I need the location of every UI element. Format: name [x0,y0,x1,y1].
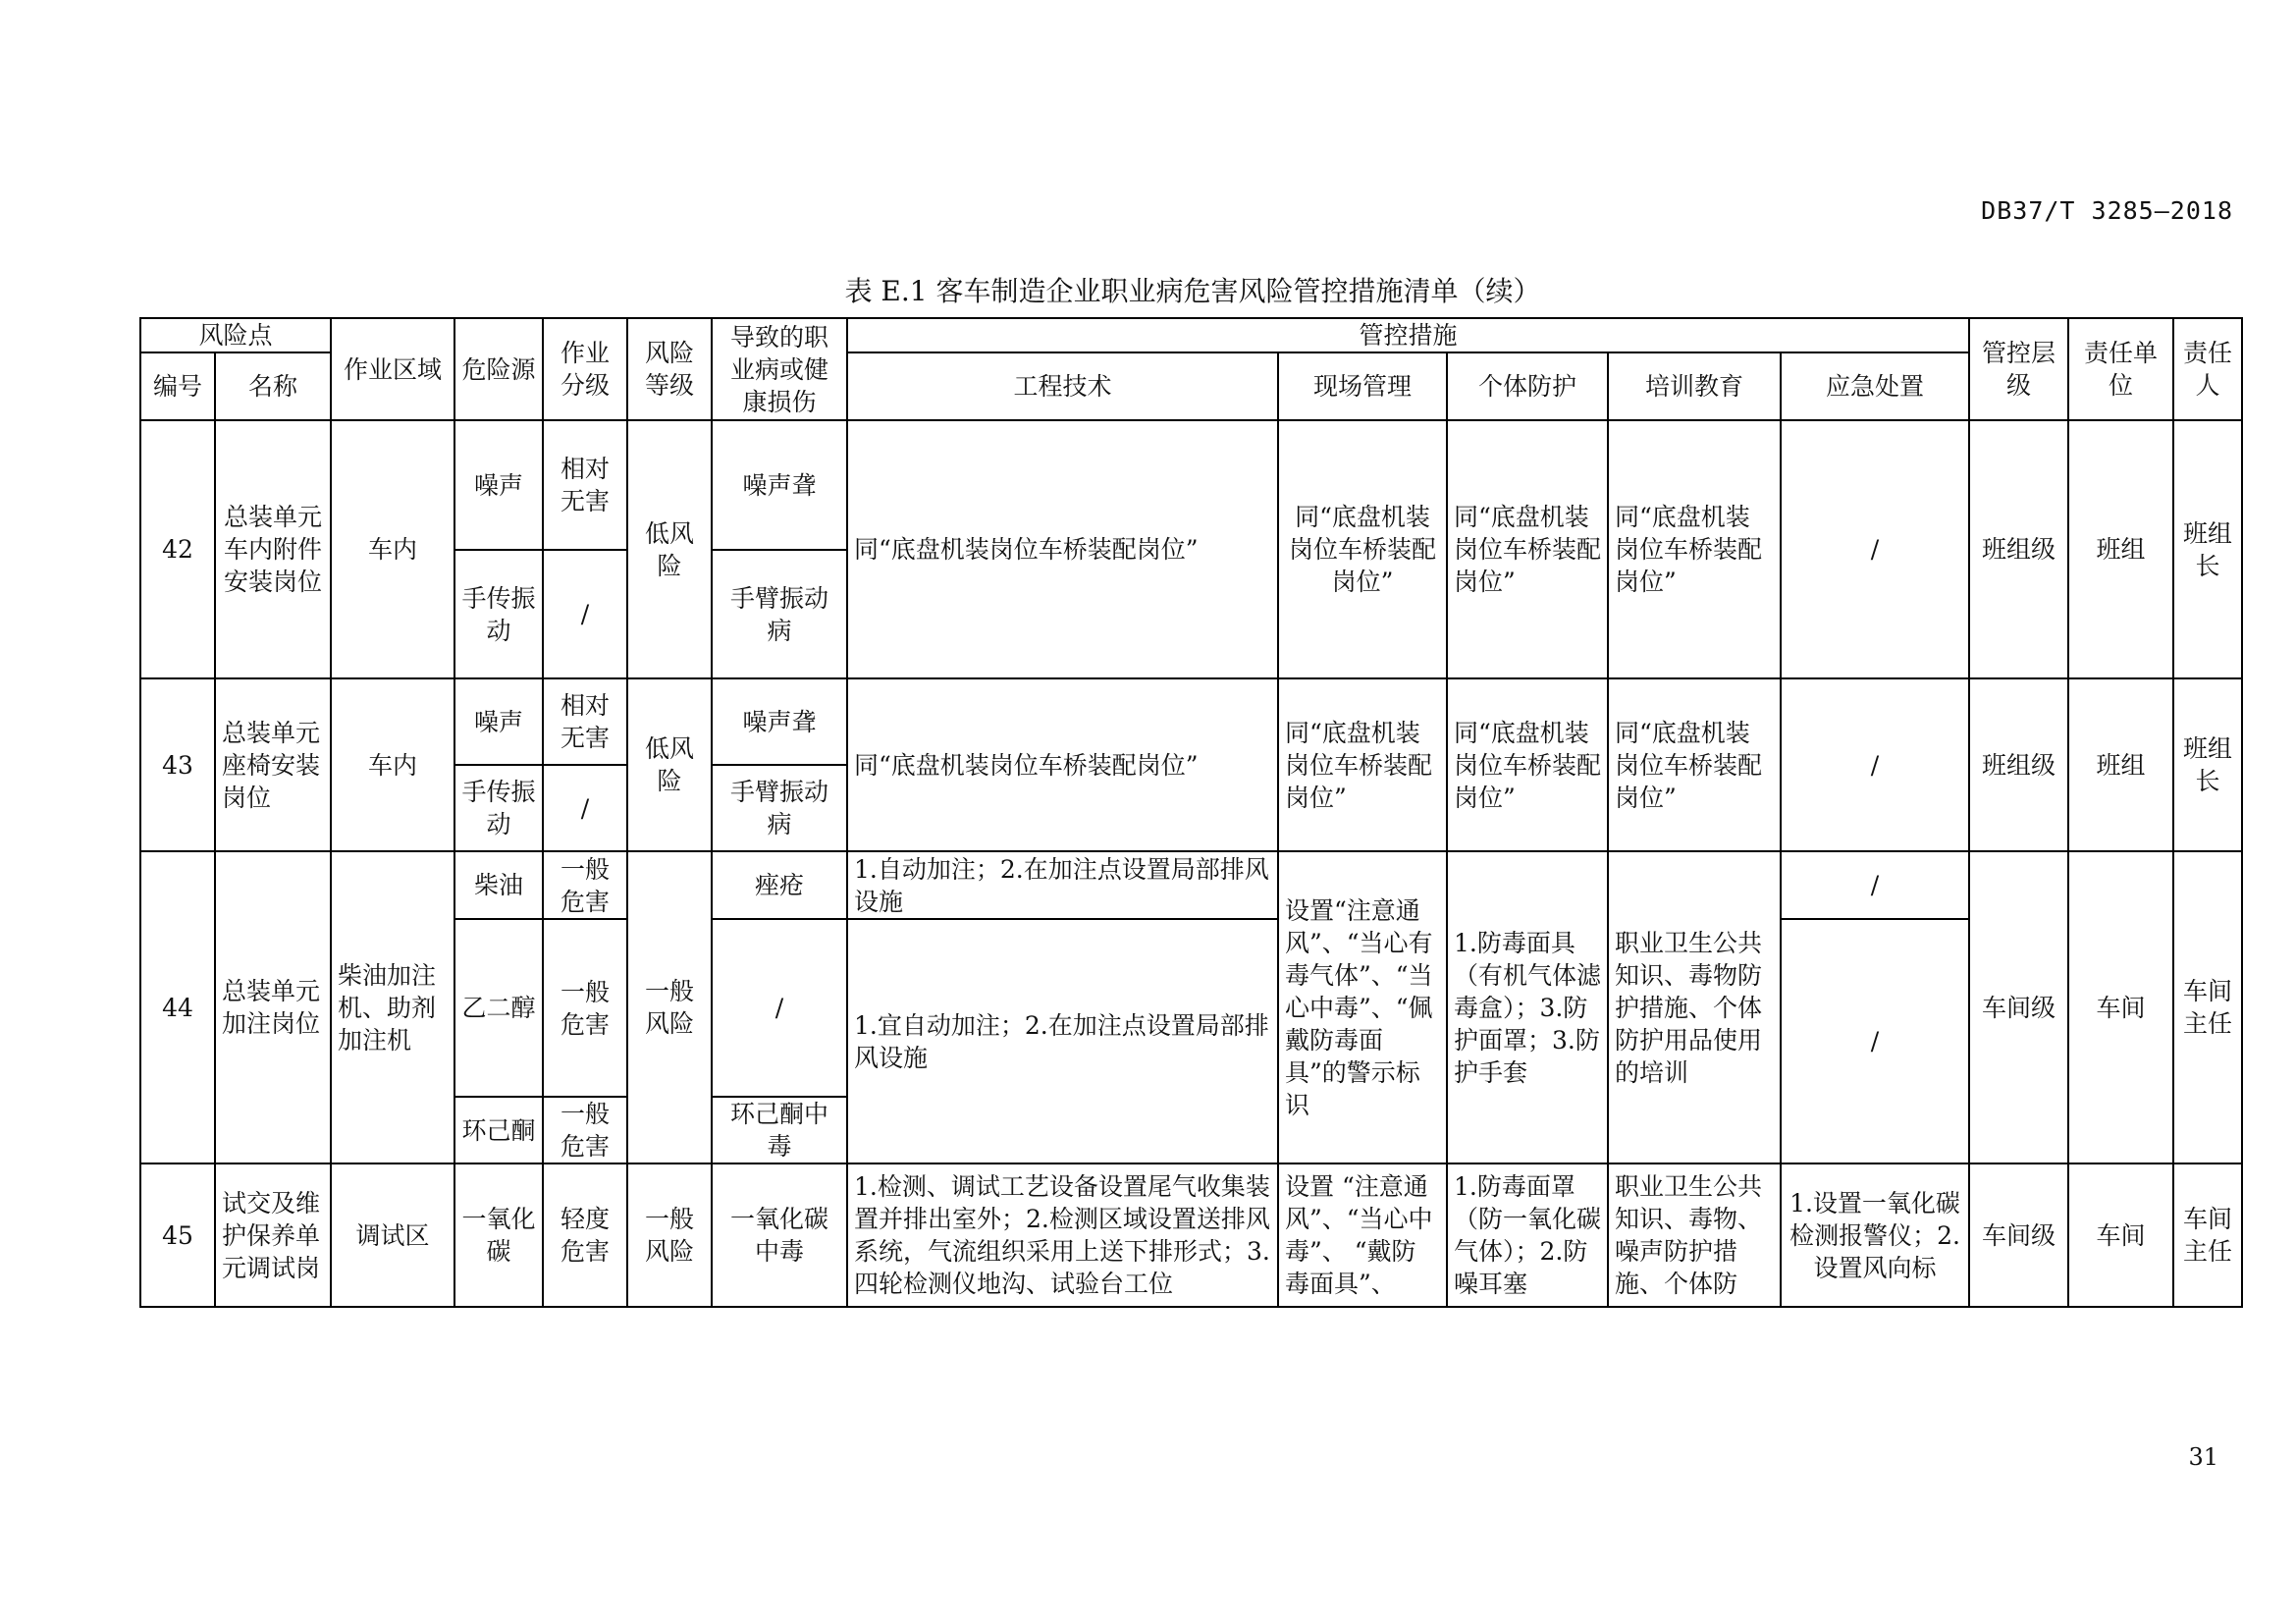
header-resp-person: 责任人 [2173,318,2242,420]
cell-grade: 一般危害 [543,919,627,1097]
cell-hazard-source: 柴油 [454,851,543,919]
header-control-level: 管控层级 [1969,318,2068,420]
cell-area: 柴油加注机、助剂加注机 [331,851,454,1163]
standard-code: DB37/T 3285—2018 [1981,196,2233,225]
table-row [140,919,2242,1097]
cell-no: 43 [140,678,215,851]
cell-unit: 班组 [2068,678,2173,851]
table-row [140,851,2242,919]
header-resp-unit: 责任单位 [2068,318,2173,420]
table-row [140,1163,2242,1307]
cell-personal: 1.防毒面具（有机气体滤毒盒）；3.防护面罩；3.防护手套 [1447,851,1608,1163]
cell-engineering: 1.自动加注；2.在加注点设置局部排风设施 [847,851,1278,919]
cell-site: 设置 “注意通风”、“当心中毒”、 “戴防毒面具”、 [1278,1163,1447,1307]
table-row [140,420,2242,550]
cell-emergency: / [1781,851,1969,919]
cell-site: 设置“注意通风”、“当心有毒气体”、“当心中毒”、“佩戴防毒面具”的警示标识 [1278,851,1447,1163]
cell-control-level: 班组级 [1969,420,2068,678]
cell-grade: 一般危害 [543,1097,627,1163]
cell-hazard-source: 噪声 [454,678,543,765]
header-no: 编号 [140,352,215,420]
header-row-1 [140,318,2242,352]
cell-personal: 1.防毒面罩（防一氧化碳气体）；2.防噪耳塞 [1447,1163,1608,1307]
cell-name: 总装单元座椅安装岗位 [215,678,331,851]
header-site-mgmt: 现场管理 [1278,352,1447,420]
cell-area: 车内 [331,678,454,851]
cell-unit: 班组 [2068,420,2173,678]
cell-disease: 一氧化碳中毒 [712,1163,847,1307]
cell-emergency: / [1781,678,1969,851]
header-hazard-source: 危险源 [454,318,543,420]
header-work-grade: 作业分级 [543,318,627,420]
cell-training: 职业卫生公共知识、毒物、噪声防护措施、个体防 [1608,1163,1781,1307]
cell-grade: 一般危害 [543,851,627,919]
cell-engineering: 1.宜自动加注；2.在加注点设置局部排风设施 [847,919,1278,1163]
header-personal: 个体防护 [1447,352,1608,420]
cell-emergency: / [1781,919,1969,1163]
table-caption: 表 E.1 客车制造企业职业病危害风险管控措施清单（续） [844,275,1541,307]
cell-hazard-source: 噪声 [454,420,543,550]
cell-name: 总装单元车内附件安装岗位 [215,420,331,678]
cell-hazard-source: 环己酮 [454,1097,543,1163]
cell-no: 44 [140,851,215,1163]
header-name: 名称 [215,352,331,420]
cell-area: 调试区 [331,1163,454,1307]
cell-risk-level: 低风险 [627,420,712,678]
cell-unit: 车间 [2068,851,2173,1163]
cell-grade: / [543,765,627,851]
cell-control-level: 车间级 [1969,1163,2068,1307]
cell-grade: / [543,550,627,678]
header-training: 培训教育 [1608,352,1781,420]
cell-name: 总装单元加注岗位 [215,851,331,1163]
cell-no: 45 [140,1163,215,1307]
header-risk-point: 风险点 [140,318,331,352]
cell-person: 车间主任 [2173,851,2242,1163]
cell-training: 同“底盘机装岗位车桥装配岗位” [1608,420,1781,678]
cell-personal: 同“底盘机装岗位车桥装配岗位” [1447,678,1608,851]
cell-risk-level: 一般风险 [627,851,712,1163]
cell-training: 职业卫生公共知识、毒物防护措施、个体防护用品使用的培训 [1608,851,1781,1163]
header-risk-level: 风险等级 [627,318,712,420]
header-emergency: 应急处置 [1781,352,1969,420]
header-disease: 导致的职业病或健康损伤 [712,318,847,420]
header-control-measures: 管控措施 [847,318,1969,352]
cell-hazard-source: 手传振动 [454,765,543,851]
cell-engineering: 同“底盘机装岗位车桥装配岗位” [847,678,1278,851]
cell-disease: 手臂振动病 [712,550,847,678]
page-number: 31 [2188,1443,2218,1471]
header-engineering: 工程技术 [847,352,1278,420]
cell-site: 同“底盘机装岗位车桥装配岗位” [1278,678,1447,851]
header-work-area: 作业区域 [331,318,454,420]
cell-area: 车内 [331,420,454,678]
cell-person: 班组长 [2173,678,2242,851]
cell-grade: 相对无害 [543,678,627,765]
cell-unit: 车间 [2068,1163,2173,1307]
cell-risk-level: 一般风险 [627,1163,712,1307]
cell-engineering: 同“底盘机装岗位车桥装配岗位” [847,420,1278,678]
cell-disease: 噪声聋 [712,678,847,765]
cell-emergency: / [1781,420,1969,678]
cell-control-level: 班组级 [1969,678,2068,851]
cell-disease: / [712,919,847,1097]
cell-risk-level: 低风险 [627,678,712,851]
cell-hazard-source: 乙二醇 [454,919,543,1097]
cell-disease: 噪声聋 [712,420,847,550]
cell-personal: 同“底盘机装岗位车桥装配岗位” [1447,420,1608,678]
cell-site: 同“底盘机装岗位车桥装配岗位” [1278,420,1447,678]
cell-training: 同“底盘机装岗位车桥装配岗位” [1608,678,1781,851]
cell-person: 班组长 [2173,420,2242,678]
cell-disease: 环己酮中毒 [712,1097,847,1163]
cell-grade: 相对无害 [543,420,627,550]
cell-person: 车间主任 [2173,1163,2242,1307]
cell-disease: 手臂振动病 [712,765,847,851]
cell-grade: 轻度危害 [543,1163,627,1307]
cell-disease: 痤疮 [712,851,847,919]
cell-name: 试交及维护保养单元调试岗 [215,1163,331,1307]
cell-hazard-source: 一氧化碳 [454,1163,543,1307]
cell-engineering: 1.检测、调试工艺设备设置尾气收集装置并排出室外；2.检测区域设置送排风系统，气流组织采用上送下排形式；3.四轮检测仪地沟、试验台工位 [847,1163,1278,1307]
cell-hazard-source: 手传振动 [454,550,543,678]
risk-control-table [139,317,2243,1308]
cell-no: 42 [140,420,215,678]
table-row [140,678,2242,765]
cell-control-level: 车间级 [1969,851,2068,1163]
cell-emergency: 1.设置一氧化碳检测报警仪；2.设置风向标 [1781,1163,1969,1307]
